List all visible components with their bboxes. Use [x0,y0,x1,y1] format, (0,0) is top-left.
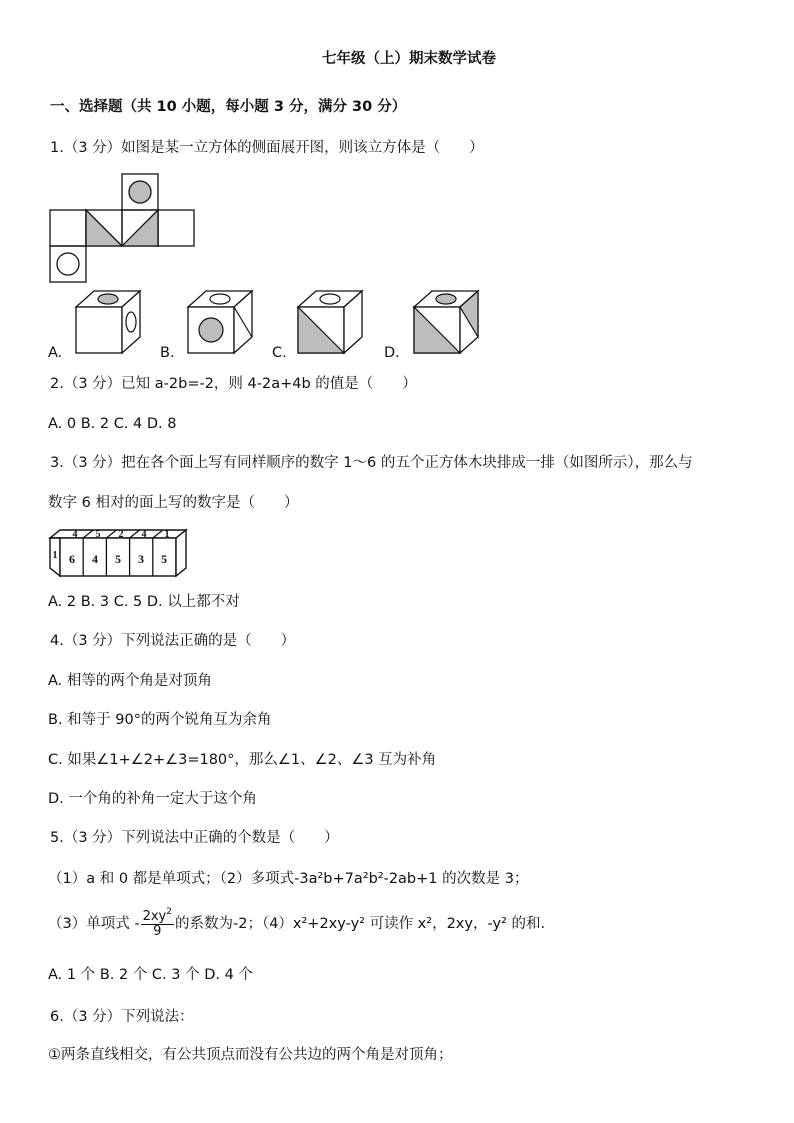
net-white-circle [57,253,79,275]
q6-stem: 6.（3 分）下列说法： [50,1009,194,1025]
cube-option-b [186,289,256,357]
q5-options: A. 1 个 B. 2 个 C. 3 个 D. 4 个 [48,967,253,983]
top-digit-5: 1 [164,529,170,540]
net-face-4 [158,210,194,246]
q1-option-b-label: B. [160,345,175,361]
side-digit: 1 [52,550,58,561]
fraction-denominator: 9 [153,923,162,939]
five-cubes-figure [48,528,190,580]
q4-option-c: C. 如果∠1+∠2+∠3=180°，那么∠1、∠2、∠3 互为补角 [48,752,437,768]
q3-stem-line-2: 数字 6 相对的面上写的数字是（ ） [48,495,299,511]
net-face-1 [50,210,86,246]
cube-net-figure [48,172,198,284]
q1-stem: 1.（3 分）如图是某一立方体的侧面展开图，则该立方体是（ ） [50,140,484,156]
front-digit-5: 5 [161,552,167,566]
top-digit-1: 4 [72,529,78,540]
q4-option-b: B. 和等于 90°的两个锐角互为余角 [48,712,272,728]
cube-option-d [412,289,482,357]
q5-stem: 5.（3 分）下列说法中正确的个数是（ ） [50,830,339,846]
numerator-exponent: 2 [166,906,172,917]
q4-option-a: A. 相等的两个角是对顶角 [48,673,212,689]
monomial-fraction [141,906,174,939]
top-digit-4: 4 [141,529,147,540]
net-shaded-triangle-1 [86,210,122,246]
front-digit-2: 4 [92,552,98,566]
q5-line-1: （1）a 和 0 都是单项式；（2）多项式-3a²b+7a²b²-2ab+1 的次数是 3； [48,871,529,887]
q5-line-2-prefix: （3）单项式 - [48,916,140,932]
q2-stem: 2.（3 分）已知 a-2b=-2，则 4-2a+4b 的值是（ ） [50,376,417,392]
q6-item-1: ①两条直线相交，有公共顶点而没有公共边的两个角是对顶角； [48,1047,453,1063]
fraction-numerator: 2xy [142,908,167,924]
q1-option-d-label: D. [384,345,400,361]
q1-option-a-label: A. [48,345,63,361]
q5-line-2 [48,906,545,942]
cube-option-a [74,289,144,357]
q3-stem-line-1: 3.（3 分）把在各个面上写有同样顺序的数字 1～6 的五个正方体木块排成一排（如图所示），那么与 [50,455,693,471]
q2-options: A. 0 B. 2 C. 4 D. 8 [48,416,177,432]
q4-stem: 4.（3 分）下列说法正确的是（ ） [50,633,296,649]
net-shaded-triangle-2 [122,210,158,246]
front-digit-1: 6 [69,552,75,566]
q5-line-2-suffix: 的系数为-2；（4）x²+2xy-y² 可读作 x²，2xy，-y² 的和. [174,916,546,932]
net-shaded-circle [129,181,151,203]
q4-option-d: D. 一个角的补角一定大于这个角 [48,791,257,807]
top-digit-2: 5 [95,529,101,540]
cube-option-c [296,289,366,357]
top-digit-3: 2 [118,529,124,540]
page-title: 七年级（上）期末数学试卷 [322,51,496,67]
front-digit-4: 3 [138,552,144,566]
q3-options: A. 2 B. 3 C. 5 D. 以上都不对 [48,594,240,610]
q1-option-c-label: C. [272,345,287,361]
section-heading: 一、选择题（共 10 小题，每小题 3 分，满分 30 分） [50,99,407,115]
front-digit-3: 5 [115,552,121,566]
